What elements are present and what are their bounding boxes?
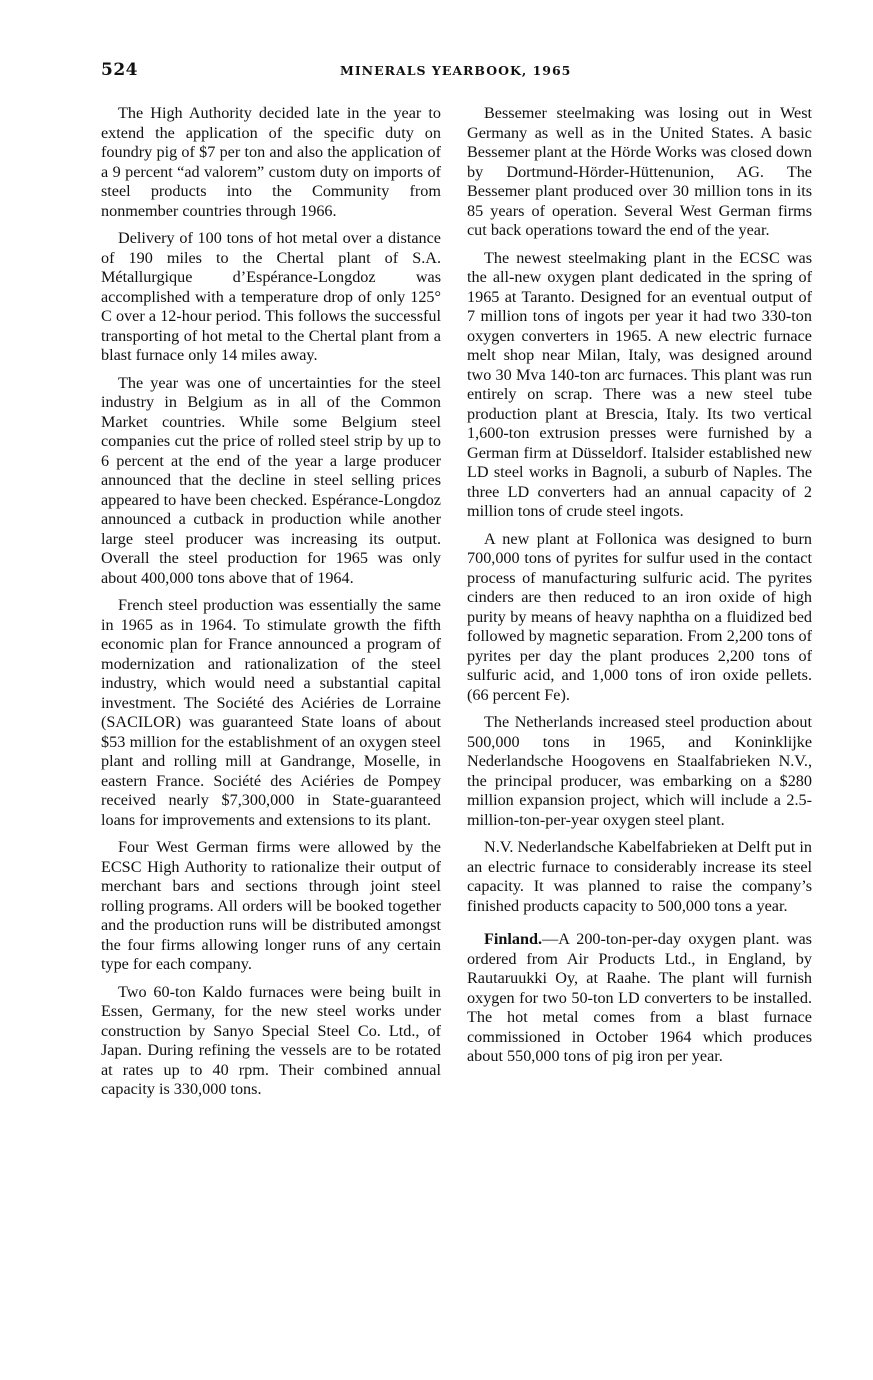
paragraph-belgium-steel: The year was one of uncertainties for the steel industry in Belgium as in all of the Common Market countries. While some Belgium steel companies cut the price of rolled steel strip by up to 6 percent at the end of the year a large producer announced that the decline in steel selling prices appeared to have been checked. Espérance-Longdoz announced a cutback in production while another large steel producer was increasing its output. Overall the steel production for 1965 was only about 400,000 tons above that of 1964. <box>101 373 441 587</box>
finland-text: —A 200-ton-per-day oxygen plant. was ordered from Air Products Ltd., in England, by Rautaruukki Oy, at Raahe. The plant will furnish oxygen for two 50-ton LD converters to be installed. The hot metal comes from a blast furnace commissioned in October 1964 which produces about 550,000 tons of pig iron per year. <box>467 930 812 1065</box>
paragraph-west-german-firms: Four West German firms were allowed by the ECSC High Authority to rationalize their output of merchant bars and sections through joint steel rolling programs. All orders will be booked together and the production runs will be distributed amongst the four firms allowing longer runs of any certain type for each company. <box>101 838 441 973</box>
paragraph-finland <box>467 930 812 1067</box>
finland-lead: Finland. <box>484 930 543 948</box>
right-column <box>467 104 812 1075</box>
paragraph-kabelfabrieken: N.V. Nederlandsche Kabelfabrieken at Delft put in an electric furnace to considerably increase its steel capacity. It was planned to raise the company’s finished products capacity to 500,000 tons a year. <box>467 838 812 915</box>
running-title: MINERALS YEARBOOK, 1965 <box>340 63 572 78</box>
paragraph-netherlands: The Netherlands increased steel production about 500,000 tons in 1965, and Koninklijke Nederlandsche Hoogovens en Staalfabrieken N.V., the principal producer, was embarking on a $280 million expansion project, which will include a 2.5-million-ton-per-year oxygen steel plant. <box>467 713 812 829</box>
paragraph-follonica-plant: A new plant at Follonica was designed to burn 700,000 tons of pyrites for sulfur used in the contact process of manufacturing sulfuric acid. The pyrites cinders are then reduced to an iron oxide of high purity by means of heavy naphtha on a fluidized bed followed by magnetic separation. From 2,200 tons of pyrites per day the plant produces 2,200 tons of sulfuric acid, and 1,000 tons of iron oxide pellets. (66 percent Fe). <box>467 529 812 704</box>
paragraph-specific-duty: The High Authority decided late in the year to extend the application of the specific duty on foundry pig of $7 per ton and also the application of a 9 percent “ad valorem” custom duty on imports of steel products into the Community from nonmember countries through 1966. <box>101 104 441 220</box>
paragraph-taranto-plant: The newest steelmaking plant in the ECSC was the all-new oxygen plant dedicated in the spring of 1965 at Taranto. Designed for an eventual output of 7 million tons of ingots per year it had two 330-ton oxygen converters in 1965. A new electric furnace melt shop near Milan, Italy, was designed around two 30 Mva 140-ton arc furnaces. This plant was run entirely on scrap. There was a new steel tube production plant at Brescia, Italy. Its two vertical 1,600-ton extrusion presses were furnished by a German firm at Düsseldorf. Italsider established new LD steel works in Bagnoli, a suburb of Naples. The three LD converters had an annual capacity of 2 million tons of crude steel ingots. <box>467 248 812 520</box>
paragraph-hot-metal-delivery: Delivery of 100 tons of hot metal over a distance of 190 miles to the Chertal plant of S.A. Métallurgique d’Espérance-Longdoz was accomplished with a temperature drop of only 125° C over a 12-hour period. This follows the successful transporting of hot metal to the Chertal plant from a blast furnace only 14 miles away. <box>101 229 441 364</box>
left-column <box>101 104 441 1108</box>
page-number: 524 <box>101 60 138 80</box>
paragraph-bessemer: Bessemer steelmaking was losing out in West Germany as well as in the United States. A basic Bessemer plant at the Hörde Works was closed down by Dortmund-Hörder-Hüttenunion, AG. The Bessemer plant produced over 30 million tons in its 85 years of operation. Several West German firms cut back operations toward the end of the year. <box>467 104 812 239</box>
paragraph-kaldo-furnaces: Two 60-ton Kaldo furnaces were being built in Essen, Germany, for the new steel works under construction by Sanyo Special Steel Co. Ltd., of Japan. During refining the vessels are to be rotated at rates up to 40 rpm. Their combined annual capacity is 330,000 tons. <box>101 982 441 1098</box>
paragraph-french-steel: French steel production was essentially the same in 1965 as in 1964. To stimulate growth the fifth economic plan for France announced a program of modernization and rationalization of the steel industry, which would need a substantial capital investment. The Société des Aciéries de Lorraine (SACILOR) was guaranteed State loans of about $53 million for the establishment of an oxygen steel plant and rolling mill at Gandrange, Moselle, in eastern France. Société des Aciéries de Pompey received nearly $7,300,000 in State-guaranteed loans for improvements and extensions to its plant. <box>101 596 441 829</box>
